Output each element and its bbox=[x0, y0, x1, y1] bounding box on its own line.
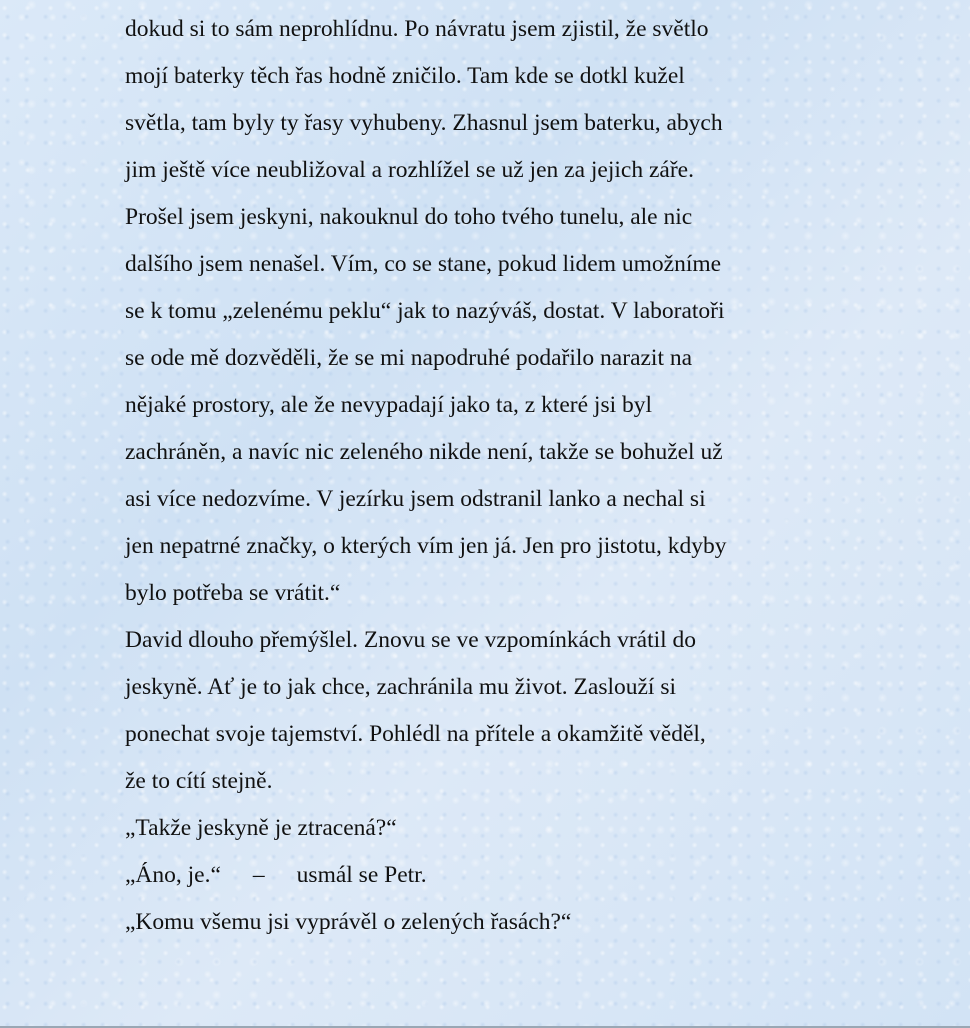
text-line: „Takže jeskyně je ztracená?“ bbox=[125, 815, 397, 841]
text-line: zachráněn, a navíc nic zeleného nikde není, takže se bohužel už bbox=[125, 439, 723, 465]
reply-quote: „Áno, je.“ bbox=[125, 862, 221, 888]
text-line: bylo potřeba se vrátit.“ bbox=[125, 580, 341, 606]
reply-tag: usmál se Petr. bbox=[296, 862, 427, 888]
dialogue-reply-line bbox=[125, 852, 845, 899]
text-line: jim ještě více neubližoval a rozhlížel se už jen za jejich záře. bbox=[125, 157, 694, 183]
text-line: že to cítí stejně. bbox=[125, 768, 273, 794]
text-line: nějaké prostory, ale že nevypadají jako ta, z které jsi byl bbox=[125, 392, 653, 418]
text-line: se k tomu „zelenému peklu“ jak to nazýváš, dostat. V laboratoři bbox=[125, 298, 725, 324]
text-line: světla, tam byly ty řasy vyhubeny. Zhasnul jsem baterku, abych bbox=[125, 110, 723, 136]
text-line: Prošel jsem jeskyni, nakouknul do toho tvého tunelu, ale nic bbox=[125, 204, 693, 230]
text-line: jen nepatrné značky, o kterých vím jen já. Jen pro jistotu, kdyby bbox=[125, 533, 727, 559]
text-line: David dlouho přemýšlel. Znovu se ve vzpomínkách vrátil do bbox=[125, 627, 697, 653]
text-line: ponechat svoje tajemství. Pohlédl na přítele a okamžitě věděl, bbox=[125, 721, 706, 747]
reply-dash: – bbox=[252, 862, 265, 888]
text-line: „Komu všemu jsi vyprávěl o zelených řasách?“ bbox=[125, 909, 572, 935]
text-line: se ode mě dozvěděli, že se mi napodruhé podařilo narazit na bbox=[125, 345, 693, 371]
document-text bbox=[125, 6, 845, 946]
text-line: jeskyně. Ať je to jak chce, zachránila mu život. Zaslouží si bbox=[125, 674, 677, 700]
text-line: dokud si to sám neprohlídnu. Po návratu jsem zjistil, že světlo bbox=[125, 16, 709, 42]
text-line: mojí baterky těch řas hodně zničilo. Tam kde se dotkl kužel bbox=[125, 63, 685, 89]
text-line: asi více nedozvíme. V jezírku jsem odstranil lanko a nechal si bbox=[125, 486, 706, 512]
text-line: dalšího jsem nenašel. Vím, co se stane, pokud lidem umožníme bbox=[125, 251, 722, 277]
